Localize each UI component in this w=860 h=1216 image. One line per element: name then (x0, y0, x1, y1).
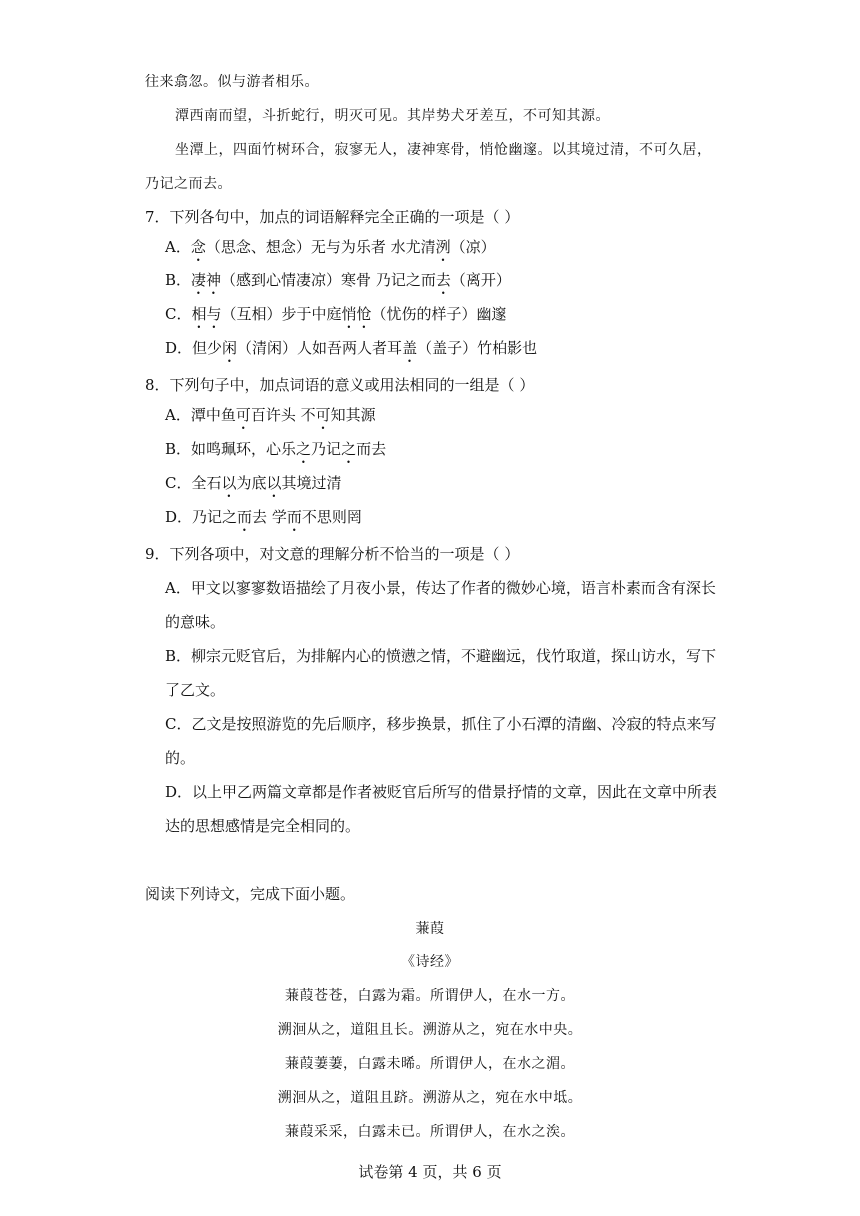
q8-option-c: C．全石以为底以其境过清 (165, 474, 342, 492)
q9-option-c-line2: 的。 (165, 749, 196, 767)
q9-option-d-line2: 达的思想感情是完全相同的。 (165, 817, 361, 835)
q7-option-d: D．但少闲（清闲）人如吾两人者耳盖（盖子）竹柏影也 (165, 339, 538, 357)
q7-stem: 7．下列各句中，加点的词语解释完全正确的一项是（ ） (145, 208, 520, 226)
poem-verse-2: 溯洄从之，道阻且长。溯游从之，宛在水中央。 (277, 1022, 583, 1038)
q9-option-c-line1: C．乙文是按照游览的先后顺序，移步换景，抓住了小石潭的清幽、冷寂的特点来写 (165, 715, 717, 733)
poem-verse-3: 蒹葭萋萋，白露未晞。所谓伊人，在水之湄。 (285, 1056, 575, 1072)
reading-intro: 阅读下列诗文，完成下面小题。 (145, 885, 356, 903)
q7-option-c: C．相与（互相）步于中庭悄怆（忧伤的样子）幽邃 (165, 305, 507, 323)
q9-option-a-line1: A．甲文以寥寥数语描绘了月夜小景，传达了作者的微妙心境，语言朴素而含有深长 (165, 579, 716, 597)
q9-option-d-line1: D．以上甲乙两篇文章都是作者被贬官后所写的借景抒情的文章，因此在文章中所表 (165, 783, 718, 801)
q7-option-b: B．凄神（感到心情凄凉）寒骨 乃记之而去（离开） (165, 271, 511, 289)
poem-verse-5: 蒹葭采采，白露未已。所谓伊人，在水之涘。 (285, 1124, 575, 1140)
poem-title: 蒹葭 (415, 921, 445, 937)
q8-option-d: D．乃记之而去 学而不思则罔 (165, 508, 362, 526)
poem-source: 《诗经》 (401, 954, 459, 970)
poem-verse-4: 溯洄从之，道阻且跻。溯游从之，宛在水中坻。 (277, 1090, 583, 1106)
q7-option-a: A．念（思念、想念）无与为乐者 水尤清洌（凉） (165, 238, 496, 256)
page-footer: 试卷第 4 页，共 6 页 (358, 1163, 502, 1181)
q9-option-b-line1: B．柳宗元贬官后，为排解内心的愤懑之情，不避幽远，伐竹取道，探山访水，写下 (165, 647, 717, 665)
passage-line-2: 潭西南而望，斗折蛇行，明灭可见。其岸势犬牙差互，不可知其源。 (175, 108, 610, 124)
passage-line-3: 坐潭上，四面竹树环合，寂寥无人，凄神寒骨，悄怆幽邃。以其境过清，不可久居， (175, 142, 712, 158)
q9-option-b-line2: 了乙文。 (165, 681, 226, 699)
q8-option-a: A．潭中鱼可百许头 不可知其源 (165, 406, 376, 424)
q9-option-a-line2: 的意味。 (165, 613, 226, 631)
passage-line-4: 乃记之而去。 (145, 176, 232, 192)
poem-verse-1: 蒹葭苍苍，白露为霜。所谓伊人，在水一方。 (285, 988, 575, 1004)
passage-line-1: 往来翕忽。似与游者相乐。 (145, 74, 319, 90)
q8-option-b: B．如鸣珮环，心乐之乃记之而去 (165, 440, 387, 458)
q8-stem: 8．下列句子中，加点词语的意义或用法相同的一组是（ ） (145, 376, 535, 394)
q9-stem: 9．下列各项中，对文意的理解分析不恰当的一项是（ ） (145, 545, 520, 563)
